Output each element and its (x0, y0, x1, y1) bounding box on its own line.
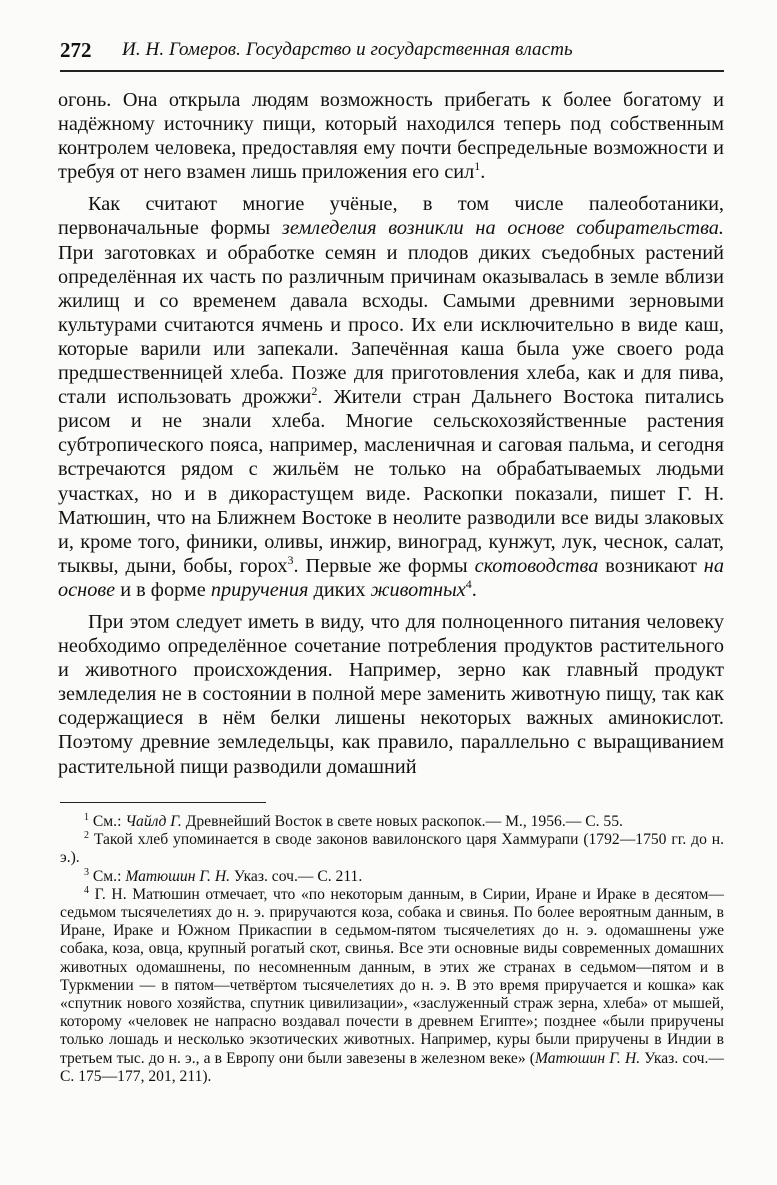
paragraph-1: огонь. Она открыла людям возможность прибегать к более богатому и надёжному источнику пищи, который находился теперь под собственным контролем человека, предоставляя ему почти беспредельные возможности и требуя от него взамен лишь приложения его сил$^1$. (58, 89, 724, 184)
footnote-number: 2 (84, 830, 89, 842)
paragraph-2-text-h: . (471, 578, 477, 601)
footnote-prefix: См.: (92, 867, 126, 885)
footnotes (60, 813, 724, 1086)
paragraph-2-text-f: и в форме (115, 578, 211, 601)
footnote-author: Матюшин Г. Н. (534, 1049, 641, 1067)
footnote-3 (60, 868, 724, 886)
footnote-text-end: Указ. соч.— С. 175—177, 201, 211). (60, 1049, 724, 1085)
header-rule (60, 70, 724, 72)
paragraph-2-text-d: . Первые же формы (293, 554, 475, 577)
footnote-number: 4 (84, 884, 89, 896)
emphasis-agriculture: земледелия возникли на основе собирательства. (281, 217, 724, 240)
paragraph-2-text-b: При заготовках и обработке семян и плодов диких съедобных растений определённая их часть по различным причинам оказывалась в земле вблизи жилищ и со временем давала всходы. Самыми древними зерновыми культурами считаются ячмень и просо. Их ели исключительно в виде каш, которые варили или запекали. Запечённая каша была уже своего рода предшественницей хлеба. Позже для приготовления хлеба, как и для пива, стали использовать дрожжи (58, 241, 724, 409)
footnote-ref-1: 1 (474, 159, 481, 174)
footnote-4 (60, 886, 724, 1086)
running-title: И. Н. Гомеров. Государство и государственная власть (122, 39, 573, 60)
paragraph-2-text-a: Как считают многие учёные, в том числе палеоботаники, первоначальные формы (58, 193, 724, 240)
emphasis-on-basis: на основе (58, 554, 724, 601)
emphasis-animals: животных (370, 578, 466, 601)
paragraph-3: При этом следует иметь в виду, что для полноценного питания человеку необходимо определённое сочетание потребления продуктов растительного и животного происхождения. Например, зерно как главный продукт земледелия не в состоянии в полной мере заменить животную пищу, так как содержащиеся в нём белки лишены некоторых важных аминокислот. Поэтому древние земледельцы, как правило, параллельно с выращиванием растительной пищи разводили домашний (58, 610, 724, 778)
footnote-number: 1 (84, 811, 89, 823)
footnote-author: Чайлд Г. (125, 813, 182, 830)
page-number: 272 (60, 38, 92, 62)
footnote-1 (60, 813, 724, 831)
paragraph-2 (58, 192, 724, 602)
footnote-text: Указ. соч.— С. 211. (230, 867, 363, 885)
footnote-text: Такой хлеб упоминается в своде законов вавилонского царя Хаммурапи (1792—1750 гг. до н. э.). (60, 831, 724, 867)
emphasis-taming: приручения (210, 578, 309, 601)
footnote-ref-2: 2 (311, 384, 318, 399)
paragraph-2-text-c: . Жители стран Дальнего Востока питались рисом и не знали хлеба. Многие сельскохозяйственные растения субтропического пояса, например, масленичная и саговая пальма, и сегодня встречаются рядом с жильём не только на обрабатываемых людьми участках, но и в дикорастущем виде. Раскопки показали, пишет Г. Н. Матюшин, что на Ближнем Востоке в неолите разводили все виды злаковых и, кроме того, финики, оливы, инжир, виноград, кунжут, лук, чеснок, салат, тыквы, дыни, бобы, горох (58, 386, 725, 577)
footnote-number: 3 (84, 866, 89, 878)
footnote-text: Г. Н. Матюшин отмечает, что «по некоторым данным, в Сирии, Иране и Ираке в десятом—седьмом тысячелетиях до н. э. приручаются коза, собака и свинья. По более вероятным данным, в Иране, Ираке и Южном Прикаспии в седьмом-пятом тысячелетиях до н. э. одомашнены уже собака, коза, овца, крупный рогатый скот, свинья. Все эти основные виды современных домашних животных одомашнены, по несомненным данным, в этих же странах в седьмом—пятом и в Туркмении — в пятом—четвёртом тысячелетиях до н. э. В это время приручается и кошка» как «спутник нового хозяйства, спутник цивилизации», «заслуженный страж зерна, хлеба» от мышей, которому «человек не напрасно воздавал почести в древнем Египте»; позднее «были приручены только лошадь и несколько экзотических животных. Например, куры были приручены в Индии в третьем тыс. до н. э., а в Европу они были завезены в железном веке» ( (60, 885, 724, 1067)
footnote-author: Матюшин Г. Н. (125, 867, 230, 885)
paragraph-1-text: огонь. Она открыла людям возможность прибегать к более богатому и надёжному источнику пищи, который находился теперь под собственным контролем человека, предоставляя ему почти беспредельные возможности и требуя от него взамен лишь приложения его сил (58, 89, 724, 184)
footnote-text: Древнейший Восток в свете новых раскопок.— М., 1956.— С. 55. (181, 813, 623, 830)
paragraph-2-text-g: диких (308, 578, 371, 601)
footnote-prefix: См.: (92, 813, 126, 830)
paragraph-2-text-e: возникают (598, 554, 704, 577)
emphasis-cattle-breeding: скотоводства (474, 554, 599, 577)
footnote-2 (60, 831, 724, 867)
footnote-ref-3: 3 (287, 553, 294, 568)
footnote-ref-4: 4 (465, 577, 472, 592)
footnote-rule (60, 802, 266, 803)
main-text (58, 88, 724, 779)
page-header (60, 34, 722, 64)
